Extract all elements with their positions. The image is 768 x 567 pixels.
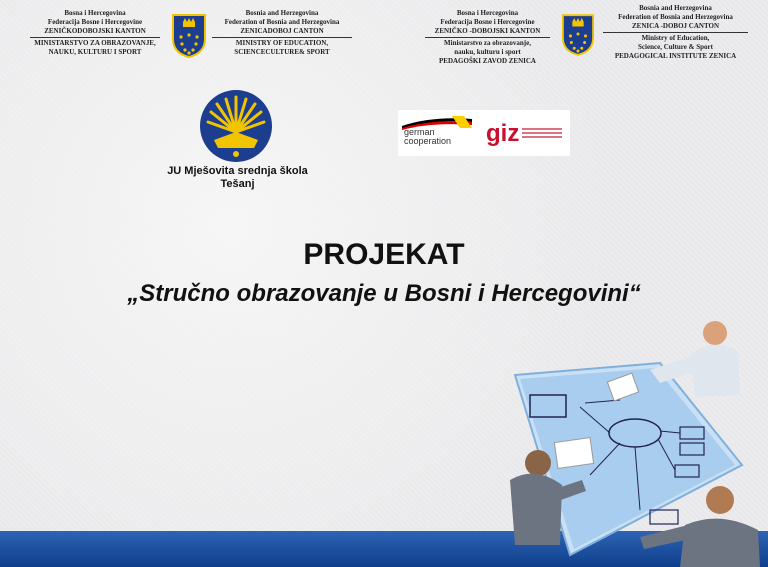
slide-title: PROJEKAT [303, 238, 465, 271]
header-left-bih-text: Bosna i Hercegovina Federacija Bosne i Hercegovine ZENIČKODOBOJSKI KANTON MINISTARSTVO ZA OBRAZOVANJE, NAUKU, KULTURU I SPORT [30, 9, 160, 57]
slide-subtitle: „Stručno obrazovanje u Bosni i Hercegovini“ [127, 280, 641, 307]
giz-subtext-lines [522, 126, 562, 140]
german-cooperation-logo [398, 110, 570, 156]
giz-text: giz [486, 120, 520, 147]
header-right-en-text: Bosnia and Herzegovina Federation of Bosnia and Herzegovina ZENICA -DOBOJ CANTON Ministry of Education, Science, Culture & Sport PEDAGOGICAL INSTITUTE ZENICA [603, 4, 748, 61]
header-right-bih-text: Bosna i Hercegovina Federacija Bosne i Hercegovine ZENIČKO -DOBOJSKI KANTON Ministarstvo za obrazovanje, nauku, kulturu i sport PEDAGOŠKI ZAVOD ZENICA [425, 9, 550, 66]
german-text: german cooperation [404, 127, 452, 146]
coat-of-arms-icon [171, 13, 207, 59]
meeting-illustration [490, 315, 768, 567]
coat-of-arms-icon [561, 13, 595, 57]
school-name: JU Mješovita srednja škola Tešanj [167, 165, 308, 190]
header-left-en-text: Bosnia and Herzegovina Federation of Bosnia and Herzegovina ZENICADOBOJ CANTON MINISTRY OF EDUCATION, SCIENCECULTURE& SPORT [212, 9, 352, 57]
school-logo-icon [196, 88, 276, 164]
